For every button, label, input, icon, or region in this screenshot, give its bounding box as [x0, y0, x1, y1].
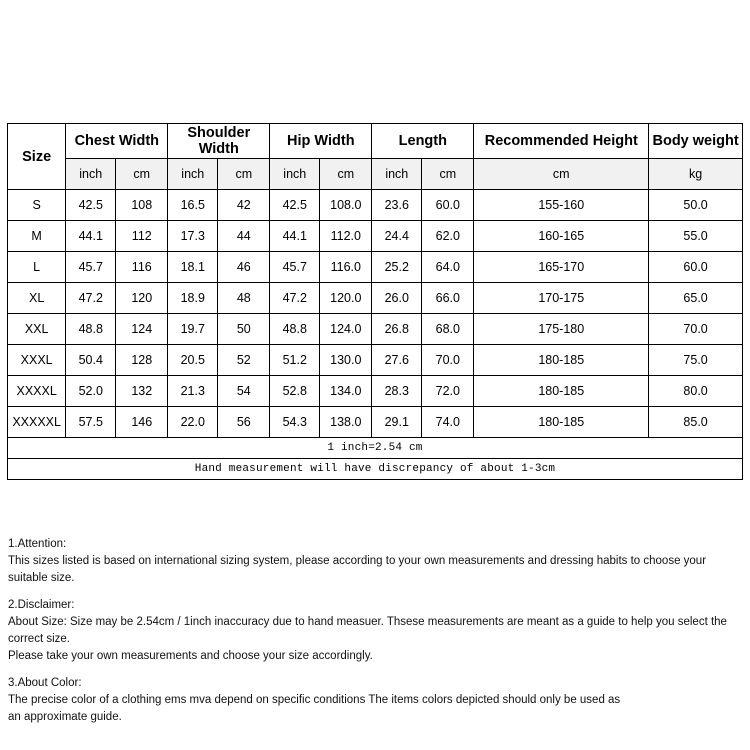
cell-shoulder-inch: 21.3 — [168, 376, 218, 407]
cell-chest-cm: 124 — [116, 314, 168, 345]
cell-weight-kg: 65.0 — [649, 283, 743, 314]
cell-hip-inch: 52.8 — [270, 376, 320, 407]
cell-length-inch: 25.2 — [372, 252, 422, 283]
cell-weight-kg: 55.0 — [649, 221, 743, 252]
size-table — [7, 123, 743, 480]
attention-title: 1.Attention: — [8, 538, 67, 550]
cell-length-cm: 68.0 — [422, 314, 474, 345]
cell-chest-cm: 112 — [116, 221, 168, 252]
unit-length-cm: cm — [422, 159, 474, 190]
cell-height-cm: 160-165 — [474, 221, 649, 252]
cell-weight-kg: 80.0 — [649, 376, 743, 407]
cell-size: M — [8, 221, 66, 252]
cell-weight-kg: 75.0 — [649, 345, 743, 376]
cell-chest-inch: 50.4 — [66, 345, 116, 376]
table-row — [8, 314, 743, 345]
cell-hip-cm: 130.0 — [320, 345, 372, 376]
cell-shoulder-cm: 44 — [218, 221, 270, 252]
table-footnote-row — [8, 438, 743, 459]
cell-chest-inch: 57.5 — [66, 407, 116, 438]
cell-size: XXXL — [8, 345, 66, 376]
unit-shoulder-inch: inch — [168, 159, 218, 190]
cell-hip-inch: 54.3 — [270, 407, 320, 438]
cell-shoulder-cm: 54 — [218, 376, 270, 407]
cell-chest-cm: 132 — [116, 376, 168, 407]
cell-hip-inch: 42.5 — [270, 190, 320, 221]
cell-hip-inch: 47.2 — [270, 283, 320, 314]
cell-length-inch: 28.3 — [372, 376, 422, 407]
cell-length-inch: 23.6 — [372, 190, 422, 221]
cell-shoulder-cm: 56 — [218, 407, 270, 438]
unit-length-inch: inch — [372, 159, 422, 190]
cell-hip-inch: 45.7 — [270, 252, 320, 283]
cell-size: L — [8, 252, 66, 283]
cell-chest-inch: 52.0 — [66, 376, 116, 407]
color-title: 3.About Color: — [8, 677, 82, 689]
cell-shoulder-inch: 18.1 — [168, 252, 218, 283]
cell-size: XL — [8, 283, 66, 314]
cell-shoulder-cm: 48 — [218, 283, 270, 314]
table-row — [8, 221, 743, 252]
footnote-inch-conversion: 1 inch=2.54 cm — [8, 438, 743, 459]
cell-chest-cm: 146 — [116, 407, 168, 438]
cell-hip-inch: 51.2 — [270, 345, 320, 376]
cell-height-cm: 175-180 — [474, 314, 649, 345]
cell-hip-cm: 124.0 — [320, 314, 372, 345]
cell-size: S — [8, 190, 66, 221]
cell-chest-cm: 120 — [116, 283, 168, 314]
unit-hip-inch: inch — [270, 159, 320, 190]
cell-chest-inch: 47.2 — [66, 283, 116, 314]
cell-length-inch: 27.6 — [372, 345, 422, 376]
cell-length-cm: 74.0 — [422, 407, 474, 438]
unit-weight-kg: kg — [649, 159, 743, 190]
cell-size: XXXXXL — [8, 407, 66, 438]
cell-hip-inch: 44.1 — [270, 221, 320, 252]
cell-hip-cm: 112.0 — [320, 221, 372, 252]
color-body-2: an approximate guide. — [8, 711, 122, 723]
unit-hip-cm: cm — [320, 159, 372, 190]
cell-weight-kg: 50.0 — [649, 190, 743, 221]
table-footnote-row — [8, 459, 743, 480]
color-body-1: The precise color of a clothing ems mva depend on specific conditions The items colors depicted should only be used as — [8, 694, 621, 706]
disclaimer-body-1: About Size: Size may be 2.54cm / 1inch inaccuracy due to hand measuer. Thsese measurements are meant as a guide to help you select the correct size. — [8, 616, 727, 645]
header-hip-width: Hip Width — [270, 124, 372, 159]
cell-length-inch: 26.0 — [372, 283, 422, 314]
disclaimer-body-2: Please take your own measurements and choose your size accordingly. — [8, 650, 373, 662]
table-row — [8, 345, 743, 376]
cell-length-inch: 24.4 — [372, 221, 422, 252]
cell-height-cm: 180-185 — [474, 376, 649, 407]
cell-hip-cm: 108.0 — [320, 190, 372, 221]
cell-length-cm: 70.0 — [422, 345, 474, 376]
table-row — [8, 252, 743, 283]
cell-height-cm: 180-185 — [474, 345, 649, 376]
cell-shoulder-cm: 50 — [218, 314, 270, 345]
cell-chest-cm: 128 — [116, 345, 168, 376]
cell-height-cm: 170-175 — [474, 283, 649, 314]
cell-chest-cm: 108 — [116, 190, 168, 221]
cell-shoulder-cm: 42 — [218, 190, 270, 221]
cell-length-cm: 60.0 — [422, 190, 474, 221]
cell-chest-inch: 44.1 — [66, 221, 116, 252]
cell-weight-kg: 60.0 — [649, 252, 743, 283]
cell-length-inch: 26.8 — [372, 314, 422, 345]
cell-hip-cm: 116.0 — [320, 252, 372, 283]
cell-length-cm: 66.0 — [422, 283, 474, 314]
cell-weight-kg: 85.0 — [649, 407, 743, 438]
cell-chest-cm: 116 — [116, 252, 168, 283]
header-size: Size — [8, 124, 66, 190]
table-row — [8, 376, 743, 407]
cell-height-cm: 180-185 — [474, 407, 649, 438]
cell-length-cm: 64.0 — [422, 252, 474, 283]
cell-hip-inch: 48.8 — [270, 314, 320, 345]
unit-chest-inch: inch — [66, 159, 116, 190]
table-row — [8, 190, 743, 221]
cell-hip-cm: 138.0 — [320, 407, 372, 438]
cell-shoulder-inch: 18.9 — [168, 283, 218, 314]
header-shoulder-width: Shoulder Width — [168, 124, 270, 159]
header-chest-width: Chest Width — [66, 124, 168, 159]
cell-length-cm: 62.0 — [422, 221, 474, 252]
unit-shoulder-cm: cm — [218, 159, 270, 190]
cell-height-cm: 155-160 — [474, 190, 649, 221]
cell-weight-kg: 70.0 — [649, 314, 743, 345]
disclaimer-title: 2.Disclaimer: — [8, 599, 75, 611]
unit-chest-cm: cm — [116, 159, 168, 190]
cell-hip-cm: 134.0 — [320, 376, 372, 407]
header-length: Length — [372, 124, 474, 159]
header-recommended-height: Recommended Height — [474, 124, 649, 159]
table-row — [8, 283, 743, 314]
table-row — [8, 407, 743, 438]
cell-size: XXL — [8, 314, 66, 345]
header-body-weight: Body weight — [649, 124, 743, 159]
cell-shoulder-inch: 22.0 — [168, 407, 218, 438]
cell-shoulder-cm: 46 — [218, 252, 270, 283]
notes-section — [8, 536, 748, 726]
cell-hip-cm: 120.0 — [320, 283, 372, 314]
unit-height-cm: cm — [474, 159, 649, 190]
table-header-row — [8, 124, 743, 159]
footnote-hand-measurement: Hand measurement will have discrepancy of about 1-3cm — [8, 459, 743, 480]
cell-size: XXXXL — [8, 376, 66, 407]
cell-shoulder-inch: 20.5 — [168, 345, 218, 376]
size-table-container — [7, 123, 743, 480]
table-units-row — [8, 159, 743, 190]
attention-body: This sizes listed is based on international sizing system, please according to your own measurements and dressing habits to choose your suitable size. — [8, 555, 707, 584]
cell-chest-inch: 45.7 — [66, 252, 116, 283]
cell-shoulder-cm: 52 — [218, 345, 270, 376]
cell-shoulder-inch: 17.3 — [168, 221, 218, 252]
cell-chest-inch: 42.5 — [66, 190, 116, 221]
cell-shoulder-inch: 16.5 — [168, 190, 218, 221]
cell-chest-inch: 48.8 — [66, 314, 116, 345]
cell-length-cm: 72.0 — [422, 376, 474, 407]
cell-height-cm: 165-170 — [474, 252, 649, 283]
cell-length-inch: 29.1 — [372, 407, 422, 438]
cell-shoulder-inch: 19.7 — [168, 314, 218, 345]
